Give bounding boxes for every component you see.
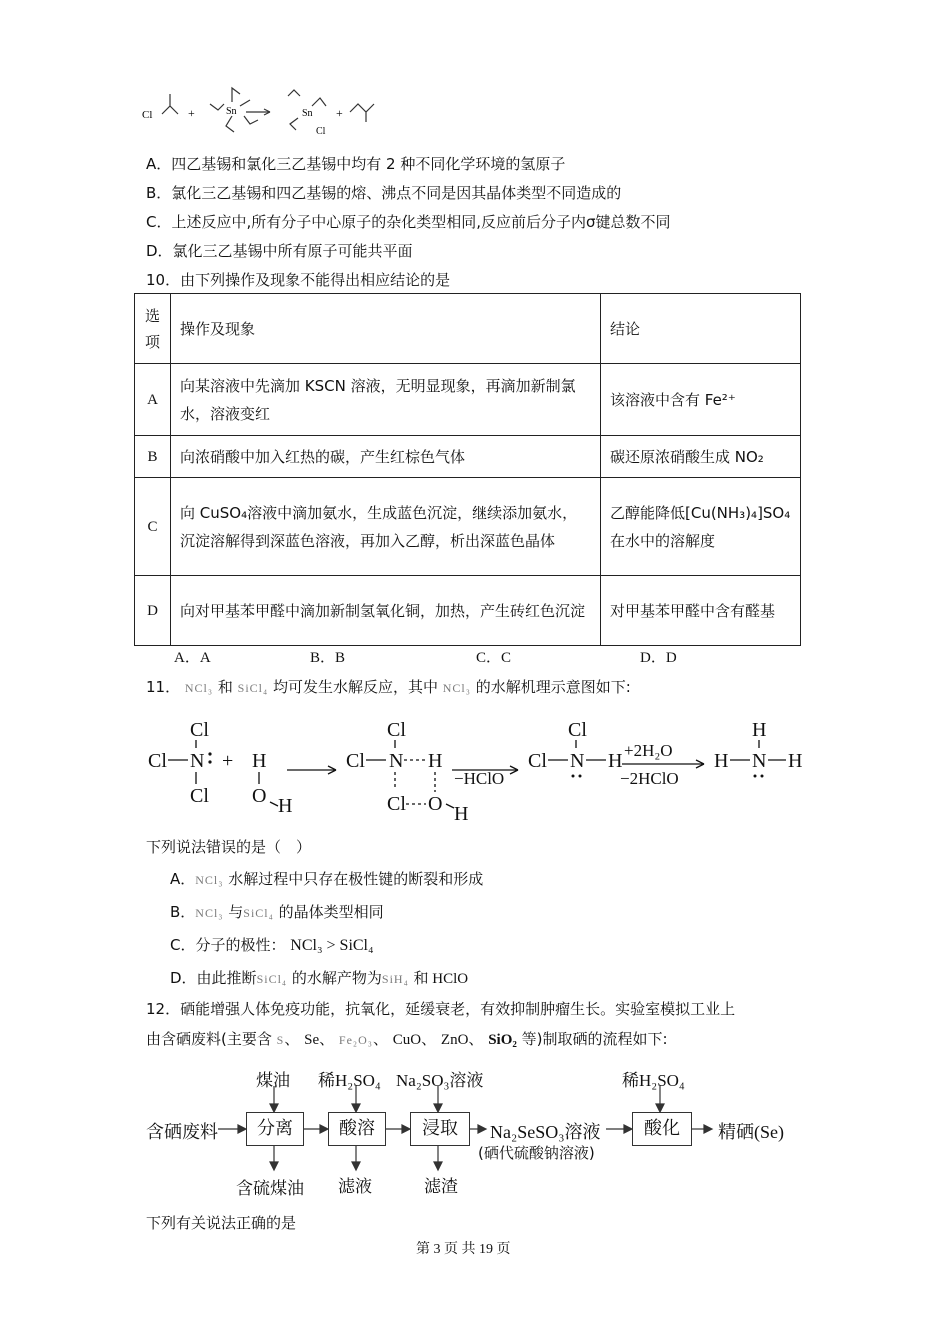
mech-cl-top-3: Cl: [568, 719, 587, 741]
q10-answer-a: A．A: [174, 650, 211, 666]
flow-intermediate-note: (硒代硫酸钠溶液): [478, 1144, 595, 1162]
q9-option-a: A．四乙基锡和氯化三乙基锡中均有 2 种不同化学环境的氢原子: [146, 155, 566, 173]
q12-question: 下列有关说法正确的是: [146, 1214, 297, 1232]
flow-output-filtrate: 滤液: [338, 1177, 372, 1197]
q10-table: [134, 293, 801, 646]
flow-output-sulfur-kerosene: 含硫煤油: [236, 1179, 304, 1199]
flow-output-residue: 滤渣: [424, 1177, 458, 1197]
q9-option-c: C．上述反应中,所有分子中心原子的杂化类型相同,反应前后分子内σ键总数不同: [146, 213, 671, 231]
mech-cl-bottom-1: Cl: [190, 785, 209, 807]
row-option: C: [135, 478, 171, 576]
row-conclusion: 乙醇能降低[Cu(NH₃)₄]SO₄在水中的溶解度: [601, 478, 801, 576]
q11-option-c: C．分子的极性： NCl₃ > SiCl₄: [170, 936, 374, 954]
header-operation: 操作及现象: [171, 294, 601, 364]
row-operation: 向 CuSO₄溶液中滴加氨水，生成蓝色沉淀，继续添加氨水，沉淀溶解得到深蓝色溶液，再加入乙醇，析出深蓝色晶体: [171, 478, 601, 576]
row-conclusion: 对甲基苯甲醛中含有醛基: [601, 576, 801, 646]
flow-intermediate: Na₂SeSO₃溶液: [490, 1122, 601, 1142]
mech-cl-left-3: Cl: [528, 750, 547, 772]
q9-cl-right: Cl: [316, 126, 326, 137]
flow-input-dilute-acid-2: 稀H₂SO₄: [622, 1071, 685, 1090]
polarity-formula: NCl₃ > SiCl₄: [290, 937, 374, 954]
mech-h-water: H: [252, 750, 267, 772]
row-conclusion: 该溶液中含有 Fe²⁺: [601, 364, 801, 436]
mech-o-water: O: [252, 785, 267, 807]
species-se: Se: [304, 1032, 320, 1048]
ncl3-formula: NCl₃: [442, 681, 471, 695]
ncl3-formula: NCl₃: [195, 873, 224, 887]
ncl3-formula: NCl₃: [184, 681, 214, 695]
q9-plus-2: +: [336, 106, 343, 120]
mech-minus-2hclo: −2HClO: [620, 769, 679, 788]
q9-cl-left: Cl: [142, 109, 153, 121]
flow-step-leach: 浸取: [410, 1112, 470, 1146]
mech-cl-left-2: Cl: [346, 750, 365, 772]
mech-h-3: H: [608, 750, 623, 772]
q9-reaction-scheme: [140, 80, 400, 142]
mech-cl-top-2: Cl: [387, 719, 406, 741]
q9-plus-1: +: [188, 106, 195, 120]
header-option: 选项: [135, 294, 171, 364]
q9-sn-right: Sn: [302, 108, 313, 119]
mech-h-water-2: H: [278, 795, 293, 817]
q11-stem: 11． NCl₃ 和 SiCl₄ 均可发生水解反应，其中 NCl₃ 的水解机理示意图如下:: [146, 678, 631, 696]
mech-cl-left-1: Cl: [148, 750, 167, 772]
q12-stem-line1: 12．硒能增强人体免疫功能，抗氧化，延缓衰老，有效抑制肿瘤生长。实验室模拟工业上: [146, 1000, 736, 1018]
flow-input-na2so3: Na₂SO₃溶液: [396, 1071, 484, 1090]
row-option: B: [135, 436, 171, 478]
flow-input-kerosene: 煤油: [256, 1071, 290, 1091]
sicl4-formula: SiCl₄: [243, 906, 274, 920]
header-conclusion: 结论: [601, 294, 801, 364]
flow-input-dilute-acid-1: 稀H₂SO₄: [318, 1071, 381, 1090]
q11-option-b: B．NCl₃ 与SiCl₄ 的晶体类型相同: [170, 903, 384, 921]
row-option: D: [135, 576, 171, 646]
mech-n-4: N: [752, 750, 767, 772]
flow-start: 含硒废料: [146, 1122, 218, 1143]
q10-answer-d: D．D: [640, 650, 677, 666]
mech-plus-2h2o: +2H₂O: [624, 741, 673, 760]
q12-stem-line2: 由含硒废料(主要含 S、 Se、 Fe₂O₃、 CuO、 ZnO、 SiO₂ 等)制取硒的流程如下:: [146, 1030, 668, 1048]
q10-stem: 10．由下列操作及现象不能得出相应结论的是: [146, 271, 451, 289]
sih4-formula: SiH₄: [381, 972, 409, 986]
q11-question: 下列说法错误的是（ ）: [146, 838, 312, 856]
species-s: S: [276, 1033, 285, 1047]
mech-minus-hclo: −HClO: [454, 769, 505, 788]
mech-h-ts-2: H: [454, 803, 469, 825]
species-sio2: SiO₂: [488, 1032, 517, 1048]
mech-n-2: N: [389, 750, 404, 772]
row-operation: 向某溶液中先滴加 KSCN 溶液，无明显现象，再滴加新制氯水，溶液变红: [171, 364, 601, 436]
table-row: [135, 576, 801, 646]
q9-option-d: D．氯化三乙基锡中所有原子可能共平面: [146, 242, 413, 260]
mech-h-right-4: H: [788, 750, 803, 772]
ncl3-formula: NCl₃: [195, 906, 224, 920]
table-row: [135, 478, 801, 576]
mech-h-top-4: H: [752, 719, 767, 741]
row-operation: 向对甲基苯甲醛中滴加新制氢氧化铜，加热，产生砖红色沉淀: [171, 576, 601, 646]
species-zno: ZnO: [440, 1032, 469, 1048]
q9-sn-left: Sn: [226, 106, 237, 117]
q9-option-b: B．氯化三乙基锡和四乙基锡的熔、沸点不同是因其晶体类型不同造成的: [146, 184, 622, 202]
row-option: A: [135, 364, 171, 436]
mech-cl-bottom-2: Cl: [387, 793, 406, 815]
table-row: [135, 364, 801, 436]
table-header-row: [135, 294, 801, 364]
q10-answer-c: C．C: [476, 650, 512, 666]
flow-step-acidify: 酸化: [632, 1112, 692, 1146]
mech-o-ts: O: [428, 793, 443, 815]
mech-cl-top-1: Cl: [190, 719, 209, 741]
page-footer: 第 3 页 共 19 页: [416, 1242, 511, 1257]
sicl4-formula: SiCl₄: [256, 972, 288, 986]
mech-h-ts: H: [428, 750, 443, 772]
flow-product: 精硒(Se): [718, 1122, 784, 1142]
flow-step-separate: 分离: [246, 1112, 304, 1146]
species-cuo: CuO: [392, 1032, 422, 1048]
row-conclusion: 碳还原浓硝酸生成 NO₂: [601, 436, 801, 478]
mech-h-left-4: H: [714, 750, 729, 772]
mech-n-3: N: [570, 750, 585, 772]
q10-answer-b: B．B: [310, 650, 346, 666]
mech-n-1: N: [190, 750, 205, 772]
q11-mechanism-diagram: [140, 712, 820, 830]
mech-plus: +: [222, 750, 234, 772]
sicl4-formula: SiCl₄: [237, 681, 269, 695]
species-fe2o3: Fe₂O₃: [338, 1033, 373, 1047]
q11-option-a: A．NCl₃ 水解过程中只存在极性键的断裂和形成: [170, 870, 484, 888]
table-row: [135, 436, 801, 478]
q11-option-d: D．由此推断SiCl₄ 的水解产物为SiH₄ 和 HClO: [170, 969, 469, 987]
row-operation: 向浓硝酸中加入红热的碳，产生红棕色气体: [171, 436, 601, 478]
flow-step-acid-dissolve: 酸溶: [328, 1112, 386, 1146]
